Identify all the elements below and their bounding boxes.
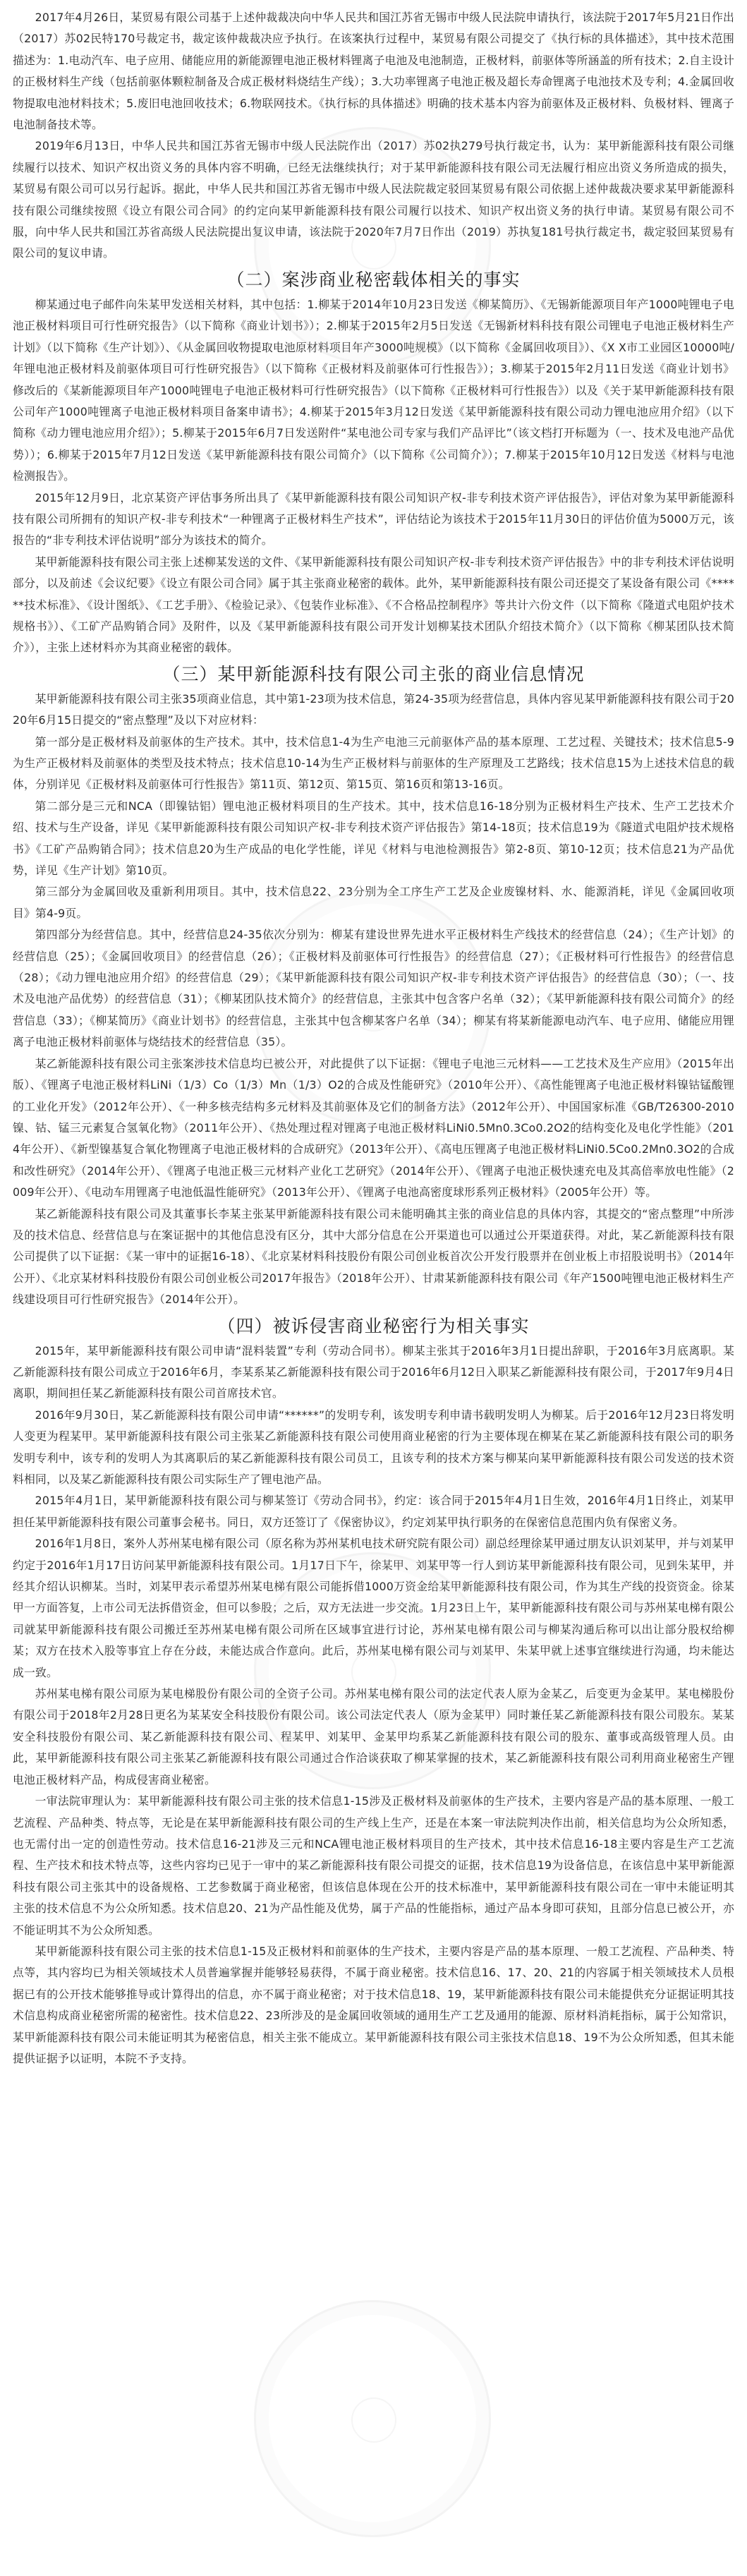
- paragraph-appraisal-report: 2015年12月9日，北京某资产评估事务所出具了《某甲新能源科技有限公司知识产权-非专利技术资产评估报告》，评估对象为某甲新能源科技有限公司所拥有的知识产权-非专利技术“一种锂离子正极材料生产技术”，评估结论为该技术于2015年11月30日的评估价值为5000万元，该报告的“非专利技术评估说明”部分为该技术的简介。: [13, 490, 734, 548]
- paragraph-part-two: 第二部分是三元和NCA（即镍钴铝）锂电池正极材料项目的生产技术。其中，技术信息16-18分别为正极材料生产技术、生产工艺技术介绍、技术与生产设备，详见《某甲新能源科技有限公司知识产权-非专利技术资产评估报告》第14-18页；技术信息19为《隧道式电阻炉技术规格书》《工矿产品购销合同》；技术信息20为生产成品的电化学性能，详见《材料与电池检测报告》第2-8页、第10-12页；技术信息21为产品优势，详见《生产计划》第10页。: [13, 799, 734, 878]
- paragraph-technical-info-analysis: 某甲新能源科技有限公司主张的技术信息1-15及正极材料和前驱体的生产技术，主要内容是产品的基本原理、一般工艺流程、产品种类、特点等，其内容均已为相关领域技术人员普遍掌握并能够轻易获得，不属于商业秘密。技术信息16、17、20、21的内容属于相关领域技术人员根据已有的公开技术能够推导或计算得出的信息，亦不属于商业秘密；对于技术信息18、19，某甲新能源科技有限公司未能提供充分证据证明其技术信息构成商业秘密所需的秘密性。技术信息22、23所涉及的是金属回收领域的通用生产工艺及通用的能源、原材料消耗指标，属于公知常识，某甲新能源科技有限公司未能证明其为秘密信息，相关主张不能成立。某甲新能源科技有限公司主张技术信息18、19不为公众所知悉，但其未能提供证据予以证明，本院不予支持。: [13, 1944, 734, 2065]
- paragraph-info-overview: 某甲新能源科技有限公司主张35项商业信息，其中第1-23项为技术信息，第24-35项为经营信息，具体内容见某甲新能源科技有限公司于2020年6月15日提交的“密点整理”及以下对应材料：: [13, 691, 734, 727]
- paragraph-part-one: 第一部分是正极材料及前驱体的生产技术。其中，技术信息1-4为生产电池三元前驱体产品的基本原理、工艺过程、关键技术；技术信息5-9为生产正极材料及前驱体的类型及技术特点；技术信息10-14为生产正极材料与前驱体的生产原理及工艺路线；技术信息15为上述技术信息的载体，分别详见《正极材料及前驱体可行性报告》第11页、第12页、第15页、第16页和第13-16页。: [13, 734, 734, 792]
- paragraph-first-instance-opinion: 一审法院审理认为：某甲新能源科技有限公司主张的技术信息1-15涉及正极材料及前驱体的生产技术，主要内容是产品的基本原理、一般工艺流程、产品种类、特点等，无论是在某甲新能源科技有限公司的生产线上生产，还是在本案一审法院判决作出前，相关信息均为公众所知悉，也无需付出一定的创造性劳动。技术信息16-21涉及三元和NCA锂电池正极材料项目的生产技术，其中技术信息16-18主要内容是生产工艺流程、生产技术和技术特点等，这些内容均已见于一审中的某乙新能源科技有限公司提交的证据，技术信息19为设备信息，在该信息中某甲新能源科技有限公司主张其中的设备规格、工艺参数属于商业秘密，但该信息体现在公开的技术标准中，某甲新能源科技有限公司在一审中未能证明其主张的技术信息不为公众所知悉。技术信息20、21为产品性能及优势，属于产品的性能指标，通过产品本身即可获知，且部分信息已被公开，亦不能证明其不为公众所知悉。: [13, 1794, 734, 1937]
- paragraph-secret-carriers: 某甲新能源科技有限公司主张上述柳某发送的文件、《某甲新能源科技有限公司知识产权-非专利技术资产评估报告》中的非专利技术评估说明部分，以及前述《会议纪要》《设立有限公司合同》属于其主张商业秘密的载体。此外，某甲新能源科技有限公司还提交了某设备有限公司《******技术标准》、《设计图纸》、《工艺手册》、《检验记录》、《包装作业标准》、《不合格品控制程序》等共计六份文件（以下简称《隆道式电阻炉技术规格书》）、《工矿产品购销合同》及附件，以及《某甲新能源科技有限公司开发计划柳某技术团队介绍技术简介》（以下简称《柳某团队技术简介》），主张上述材料亦为其商业秘密的载体。: [13, 555, 734, 655]
- paragraph-defense-evidence: 某乙新能源科技有限公司及其董事长李某主张某甲新能源科技有限公司未能明确其主张的商业信息的具体内容，其提交的“密点整理”中所涉及的技术信息、经营信息与在案证据中的其他信息没有区分，其中大部分信息在公开渠道也可以通过公开渠道获得。对此，某乙新能源科技有限公司提供了以下证据：《某一审中的证据16-18）、《北京某材料科技股份有限公司创业板首次公开发行股票并在创业板上市招股说明书》（2014年公开）、《北京某材料科技股份有限公司创业板公司2017年报告》（2018年公开）、甘肃某新能源科技有限公司《年产1500吨锂电池正极材料生产线建设项目可行性研究报告》（2014年公开）。: [13, 1207, 734, 1307]
- paragraph-patent-application: 2016年9月30日，某乙新能源科技有限公司申请“******”的发明专利，该发明专利申请书载明发明人为柳某。后于2016年12月23日将发明人变更为程某甲。某甲新能源科技有限公司主张某乙新能源科技有限公司使用商业秘密的行为主要体现在柳某在某乙新能源科技有限公司的职务发明专利中，该专利的发明人为其离职后的某乙新能源科技有限公司员工，且该专利的技术方案与柳某向某甲新能源科技有限公司发送的技术资料相同，以及某乙新能源科技有限公司实际生产了锂电池产品。: [13, 1408, 734, 1486]
- paragraph-email-materials: 柳某通过电子邮件向朱某甲发送相关材料，其中包括：1.柳某于2014年10月23日发送《柳某简历》、《无锡新能源项目年产1000吨锂电子电池正极材料项目可行性研究报告》（以下简称《商业计划书》）；2.柳某于2015年2月5日发送《无锡新材料科技有限公司锂电子电池正极材料生产计划》（以下简称《生产计划》）、《从金属回收物提取电池原材料项目年产3000吨规模》（以下简称《金属回收项目》）、《X X市工业园区10000吨/年锂电池正极材料及前驱体项目可行性研究报告》（以下简称《正极材料及前驱体可行性报告》）；3.柳某于2015年2月11日发送《商业计划书》修改后的《某新能源项目年产1000吨锂电子电池正极材料可行性研究报告》（以下简称《正极材料可行性报告》）以及《关于某甲新能源科技有限公司年产1000吨锂离子电池正极材料项目备案申请书》；4.柳某于2015年3月12日发送《某甲新能源科技有限公司动力锂电池应用介绍》（以下简称《动力锂电池应用介绍》）；5.柳某于2015年6月7日发送附件“某电池公司专家与我们产品评比”（该文档打开标题为（一、技术及电池产品优势））；6.柳某于2015年7月12日发送《某甲新能源科技有限公司简介》（以下简称《公司简介》）；7.柳某于2015年10月12日发送《材料与电池检测报告》。: [13, 297, 734, 483]
- section-heading-carrier-facts: （二）案涉商业秘密载体相关的事实: [226, 269, 521, 290]
- paragraph-company-relations: 苏州某电梯有限公司原为某电梯股份有限公司的全资子公司。苏州某电梯有限公司的法定代表人原为金某乙，后变更为金某甲。某电梯股份有限公司于2018年2月28日更名为某某安全科技股份有限公司。该公司法定代表人（原为金某甲）同时兼任某乙新能源科技有限公司股东。某某安全科技股份有限公司、某乙新能源科技有限公司、程某甲、刘某甲、金某甲均系某乙新能源科技有限公司的股东、董事或高级管理人员。由此，某甲新能源科技有限公司主张某乙新能源科技有限公司通过合作洽谈获取了柳某掌握的技术，某乙新能源科技有限公司利用商业秘密生产锂电池正极材料产品，构成侵害商业秘密。: [13, 1687, 734, 1786]
- section-heading-infringement-facts: （四）被诉侵害商业秘密行为相关事实: [217, 1315, 530, 1336]
- paragraph-execution-application: 2017年4月26日，某贸易有限公司基于上述仲裁裁决向中华人民共和国江苏省无锡市中级人民法院申请执行，该法院于2017年5月21日作出（2017）苏02民特170号裁定书，裁定该仲裁裁决应予执行。在该案执行过程中，某贸易有限公司提交了《执行标的具体描述》，其中技术范围描述为：1.电动汽车、电子应用、储能应用的新能源锂电池正极材料锂离子电池及电池制造，正极材料，前驱体等所涵盖的所有技术；2.自主设计的正极材料生产线（包括前驱体颗粒制备及合成正极材料烧结生产线）；3.大功率锂离子电池正极及超长寿命锂离子电池技术及专利；4.金属回收物提取电池材料技术；5.废旧电池回收技术；6.物联网技术。《执行标的具体描述》明确的技术基本内容为前驱体及正极材料、负极材料、锂离子电池制备技术等。: [13, 11, 734, 132]
- paragraph-public-evidence: 某乙新能源科技有限公司主张案涉技术信息均已被公开，对此提供了以下证据：《锂电子电池三元材料——工艺技术及生产应用》（2015年出版）、《锂离子电池正极材料LiNi（1/3）Co（1/3）Mn（1/3）O2的合成及性能研究》（2010年公开）、《高性能锂离子电池正极材料镍钴锰酸锂的工业化开发》（2012年公开）、《一种多核壳结构多元材料及其前驱体及它们的制备方法》（2012年公开）、中国国家标准《GB/T26300-2010镍、钴、锰三元素复合氢氧化物》（2011年公开）、《热处理过程对锂离子电池正极材料LiNi0.5Mn0.3Co0.2O2的结构变化及电化学性能》（2014年公开）、《新型镍基复合氧化物锂离子电池正极材料的合成研究》（2013年公开）、《高电压锂离子电池正极材料LiNi0.5Co0.2Mn0.3O2的合成和改性研究》（2014年公开）、《锂离子电池正极三元材料产业化工艺研究》（2014年公开）、《锂离子电池正极快速充电及其高倍率放电性能》（2009年公开）、《电动车用锂离子电池低温性能研究》（2013年公开）、《锂离子电池高密度球形系列正极材料》（2005年公开）等。: [13, 1056, 734, 1199]
- judgment-document: [13, 7, 734, 2568]
- paragraph-execution-ruling: 2019年6月13日，中华人民共和国江苏省无锡市中级人民法院作出（2017）苏02执279号执行裁定书，认为：某甲新能源科技有限公司继续履行以技术、知识产权出资义务的具体内容不明确，已经无法继续执行；对于某甲新能源科技有限公司无法履行相应出资义务所造成的损失，某贸易有限公司可以另行起诉。据此，中华人民共和国江苏省无锡市中级人民法院裁定驳回某贸易有限公司依据上述仲裁裁决要求某甲新能源科技有限公司继续按照《设立有限公司合同》的约定向某甲新能源科技有限公司履行以技术、知识产权出资义务的执行申请。某贸易有限公司不服，向中华人民共和国江苏省高级人民法院提出复议申请，该法院于2020年7月7日作出（2019）苏执复181号执行裁定书，裁定驳回某贸易有限公司的复议申请。: [13, 139, 734, 260]
- section-heading-business-info: （三）某甲新能源科技有限公司主张的商业信息情况: [162, 663, 585, 684]
- paragraph-part-four: 第四部分为经营信息。其中，经营信息24-35依次分别为：柳某有建设世界先进水平正极材料生产线技术的经营信息（24）；《生产计划》的经营信息（25）；《金属回收项目》的经营信息（26）；《正极材料及前驱体可行性报告》的经营信息（27）；《正极材料可行性报告》的经营信息（28）；《动力锂电池应用介绍》的经营信息（29）；《某甲新能源科技有限公司知识产权-非专利技术资产评估报告》的经营信息（30）；（一、技术及电池产品优势）的经营信息（31）；《柳某团队技术简介》的经营信息，主张其中包含客户名单（32）；《某甲新能源科技有限公司简介》的经营信息（33）；《柳某简历》《商业计划书》的经营信息，主张其中包含柳某客户名单（34）；柳某有将某新能源电动汽车、电子应用、储能应用锂离子电池正极材料前驱体与烧结技术的经营信息（35）。: [13, 928, 734, 1049]
- paragraph-cooperation-talks: 2016年1月8日，案外人苏州某电梯有限公司（原名称为苏州某机电技术研究院有限公司）副总经理徐某甲通过朋友认识刘某甲，并与刘某甲约定于2016年1月17日访问某甲新能源科技有限公司。1月17日下午，徐某甲、刘某甲等一行人到访某甲新能源科技有限公司，见到朱某甲，并经其介绍认识柳某。当时，刘某甲表示希望苏州某电梯有限公司能拆借1000万资金给某甲新能源科技有限公司，作为其生产线的投资资金。徐某甲一方面答复，上市公司无法拆借资金，但可以参股；之后，双方无法进一步交流。1月23日上午，某甲新能源科技有限公司与苏州某电梯有限公司就某甲新能源科技有限公司搬迁至苏州某电梯有限公司所在区域事宜进行讨论，苏州某电梯有限公司与柳某沟通后称可以出让部分股权给柳某；双方在技术入股等事宜上存在分歧，未能达成合作意向。此后，苏州某电梯有限公司与刘某甲、朱某甲就上述事宜继续进行沟通，均未能达成一致。: [13, 1537, 734, 1679]
- paragraph-labor-contract: 2015年4月1日，某甲新能源科技有限公司与柳某签订《劳动合同书》，约定：该合同于2015年4月1日生效，2016年4月1日终止，刘某甲担任某甲新能源科技有限公司董事会秘书。同日，双方还签订了《保密协议》，约定刘某甲执行职务的在保密信息范围内负有保密义务。: [13, 1494, 734, 1529]
- paragraph-resignation: 2015年，某甲新能源科技有限公司申请“混料装置”专利（劳动合同书）。柳某主张其于2016年3月1日提出辞职，于2016年3月底离职。某乙新能源科技有限公司成立于2016年6月，李某系某乙新能源科技有限公司于2016年6月12日入职某乙新能源科技有限公司，于2017年9月4日离职，期间担任某乙新能源科技有限公司首席技术官。: [13, 1343, 734, 1401]
- paragraph-part-three: 第三部分为金属回收及重新利用项目。其中，技术信息22、23分别为全工序生产工艺及企业废镍材料、水、能源消耗，详见《金属回收项目》第4-9页。: [13, 885, 734, 920]
